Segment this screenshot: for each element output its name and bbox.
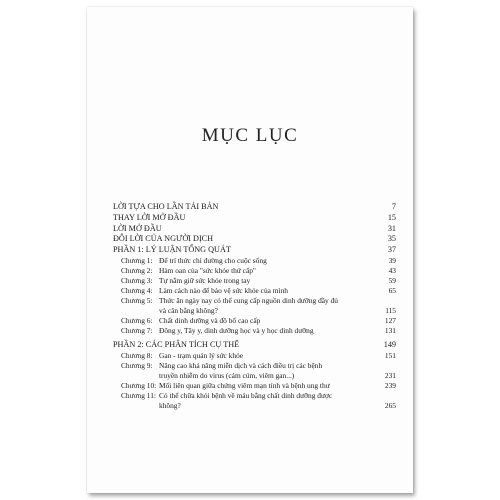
chapter-page: 39 [388, 255, 396, 265]
toc-entry-label: PHẦN 2: CÁC PHÂN TÍCH CỤ THỂ [113, 339, 240, 349]
toc-entry-label: PHẦN 1: LÝ LUẬN TỔNG QUÁT [113, 245, 231, 255]
chapter-number: Chương 3: [121, 275, 153, 285]
toc-entry-label: THAY LỜI MỞ ĐẦU [113, 212, 186, 222]
toc-chapter [113, 326, 396, 336]
chapter-title: Chất dinh dưỡng và đồ bổ cao cấp [159, 315, 261, 325]
toc-entry-page: 149 [383, 339, 396, 349]
chapter-number: Chương 9: [121, 360, 153, 370]
chapter-title: Tự nắm giữ sức khỏe trong tay [159, 275, 251, 285]
chapter-page: 115 [385, 305, 396, 315]
toc-entry-page: 31 [387, 223, 396, 233]
toc-chapter [113, 316, 396, 326]
chapter-title: Mối liên quan giữa chứng viêm mạn tính và bệnh ung thư [159, 380, 330, 390]
toc-entry [113, 213, 396, 224]
toc-entry-label: LỜI MỞ ĐẦU [113, 223, 162, 233]
chapter-page: 265 [384, 400, 396, 410]
chapter-title: Làm cách nào để bảo vệ sức khỏe của mình [159, 285, 288, 295]
toc-entry [113, 234, 396, 245]
toc-entry-page: 15 [387, 212, 396, 222]
toc-entry-page: 35 [387, 234, 396, 244]
toc-chapter [113, 256, 396, 266]
chapter-page: 43 [388, 265, 396, 275]
chapter-page: 231 [384, 370, 396, 380]
toc-chapter [113, 381, 396, 391]
toc-part-heading [113, 245, 396, 256]
chapter-title: Có thể chữa khỏi bệnh về máu bằng chất dinh dưỡng được không? [159, 390, 333, 410]
toc-chapter [113, 296, 396, 316]
toc-chapter [113, 391, 396, 411]
chapter-number: Chương 2: [121, 265, 153, 275]
chapter-title: Đông y, Tây y, dinh dưỡng học và y học dinh dưỡng [159, 325, 314, 335]
chapter-page: 131 [384, 325, 396, 335]
toc-entry-page: 7 [391, 202, 396, 211]
page-title: MỤC LỤC [201, 125, 299, 146]
chapter-page: 151 [384, 350, 396, 360]
toc-part-heading [113, 340, 396, 351]
chapter-title: Nâng cao khả năng miễn dịch và cách điều trị các bệnh truyền nhiễm do virus (cảm cúm, viêm gan...) [159, 360, 323, 380]
toc-chapter [113, 276, 396, 286]
chapter-number: Chương 7: [121, 325, 153, 335]
toc-chapter [113, 286, 396, 296]
chapter-number: Chương 4: [121, 285, 153, 295]
chapter-title: Gan - trạm quản lý sức khỏe [159, 350, 244, 360]
chapter-number: Chương 11: [121, 390, 156, 400]
toc-chapter [113, 351, 396, 361]
toc-entry-label: LỜI TỰA CHO LẦN TÁI BẢN [113, 202, 219, 211]
chapter-number: Chương 5: [121, 295, 153, 305]
toc-chapter [113, 266, 396, 276]
chapter-page: 59 [388, 275, 396, 285]
toc-entry-page: 37 [387, 245, 396, 255]
book-page [87, 7, 413, 493]
chapter-title: Hàm oan của "sức khỏe thứ cấp" [159, 265, 256, 275]
chapter-page: 65 [388, 285, 396, 295]
chapter-number: Chương 8: [121, 350, 153, 360]
toc-entry-label: ĐÔI LỜI CỦA NGƯỜI DỊCH [113, 234, 214, 244]
chapter-number: Chương 10: [121, 380, 157, 390]
chapter-page: 127 [384, 315, 396, 325]
chapter-title: Thức ăn ngày nay có thể cung cấp nguồn dinh dưỡng đầy đủ và cân bằng không? [159, 295, 338, 315]
table-of-contents [113, 202, 396, 411]
toc-chapter [113, 361, 396, 381]
chapter-number: Chương 6: [121, 315, 153, 325]
chapter-page: 239 [384, 380, 396, 390]
chapter-number: Chương 1: [121, 255, 153, 265]
toc-entry [113, 224, 396, 235]
chapter-title: Để trí thức chỉ đường cho cuộc sống [159, 255, 267, 265]
toc-entry [113, 202, 396, 213]
